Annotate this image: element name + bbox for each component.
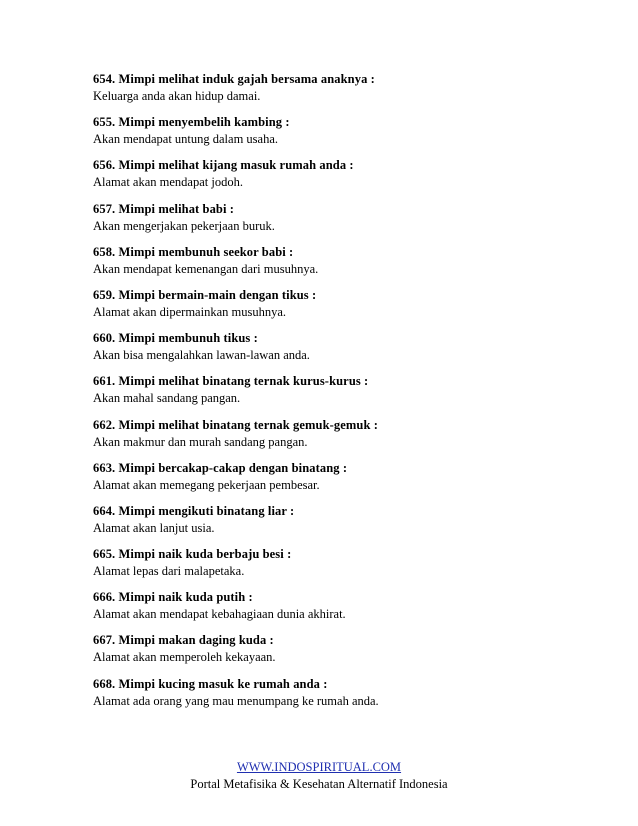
entry-description: Alamat ada orang yang mau menumpang ke rumah anda. (93, 693, 379, 708)
entry (93, 244, 613, 287)
entry (93, 632, 613, 675)
entry-description: Alamat akan memegang pekerjaan pembesar. (93, 477, 320, 492)
document-body (93, 71, 613, 719)
website-link[interactable]: WWW.INDOSPIRITUAL.COM (236, 760, 402, 774)
entry (93, 330, 613, 373)
entry-description: Akan mendapat kemenangan dari musuhnya. (93, 261, 319, 276)
entry-title: 656. Mimpi melihat kijang masuk rumah anda : (93, 158, 354, 173)
entry-title: 658. Mimpi membunuh seekor babi : (93, 244, 294, 259)
entry-description: Keluarga anda akan hidup damai. (93, 89, 261, 103)
entry-title: 665. Mimpi naik kuda berbaju besi : (93, 547, 292, 562)
entry (93, 417, 613, 460)
entry-title: 664. Mimpi mengikuti binatang liar : (93, 503, 295, 518)
entry-title: 662. Mimpi melihat binatang ternak gemuk-gemuk : (93, 417, 379, 432)
entry (93, 373, 613, 416)
entry-title: 654. Mimpi melihat induk gajah bersama anaknya : (93, 72, 375, 86)
entry-description: Alamat akan lanjut usia. (93, 520, 215, 535)
entry-description: Akan mendapat untung dalam usaha. (93, 132, 279, 147)
entry (93, 287, 613, 330)
entry (93, 589, 613, 632)
entry-description: Akan makmur dan murah sandang pangan. (93, 434, 308, 449)
entry (93, 546, 613, 589)
footer-subtitle: Portal Metafisika & Kesehatan Alternatif Indonesia (190, 777, 448, 791)
entry-title: 659. Mimpi bermain-main dengan tikus : (93, 287, 317, 302)
entry-title: 655. Mimpi menyembelih kambing : (93, 115, 290, 130)
entry-description: Alamat lepas dari malapetaka. (93, 564, 245, 579)
entry-title: 667. Mimpi makan daging kuda : (93, 633, 274, 648)
entry (93, 676, 613, 719)
entry-description: Alamat akan memperoleh kekayaan. (93, 650, 276, 665)
entry-title: 660. Mimpi membunuh tikus : (93, 331, 258, 346)
entry (93, 114, 613, 157)
entry-title: 657. Mimpi melihat babi : (93, 201, 235, 216)
entry-description: Akan mengerjakan pekerjaan buruk. (93, 218, 275, 233)
entry-description: Akan mahal sandang pangan. (93, 391, 241, 406)
entry-title: 661. Mimpi melihat binatang ternak kurus-kurus : (93, 374, 369, 389)
entry (93, 503, 613, 546)
entry-description: Akan bisa mengalahkan lawan-lawan anda. (93, 348, 310, 363)
entry-description: Alamat akan mendapat kebahagiaan dunia akhirat. (93, 607, 346, 622)
entry-title: 666. Mimpi naik kuda putih : (93, 590, 253, 605)
page-footer (0, 759, 638, 793)
entry-description: Alamat akan dipermainkan musuhnya. (93, 304, 286, 319)
entry (93, 157, 613, 200)
entry (93, 201, 613, 244)
entry (93, 71, 613, 114)
entry-title: 663. Mimpi bercakap-cakap dengan binatang : (93, 460, 348, 475)
entry-title: 668. Mimpi kucing masuk ke rumah anda : (93, 676, 328, 691)
entry (93, 460, 613, 503)
entry-description: Alamat akan mendapat jodoh. (93, 175, 243, 190)
